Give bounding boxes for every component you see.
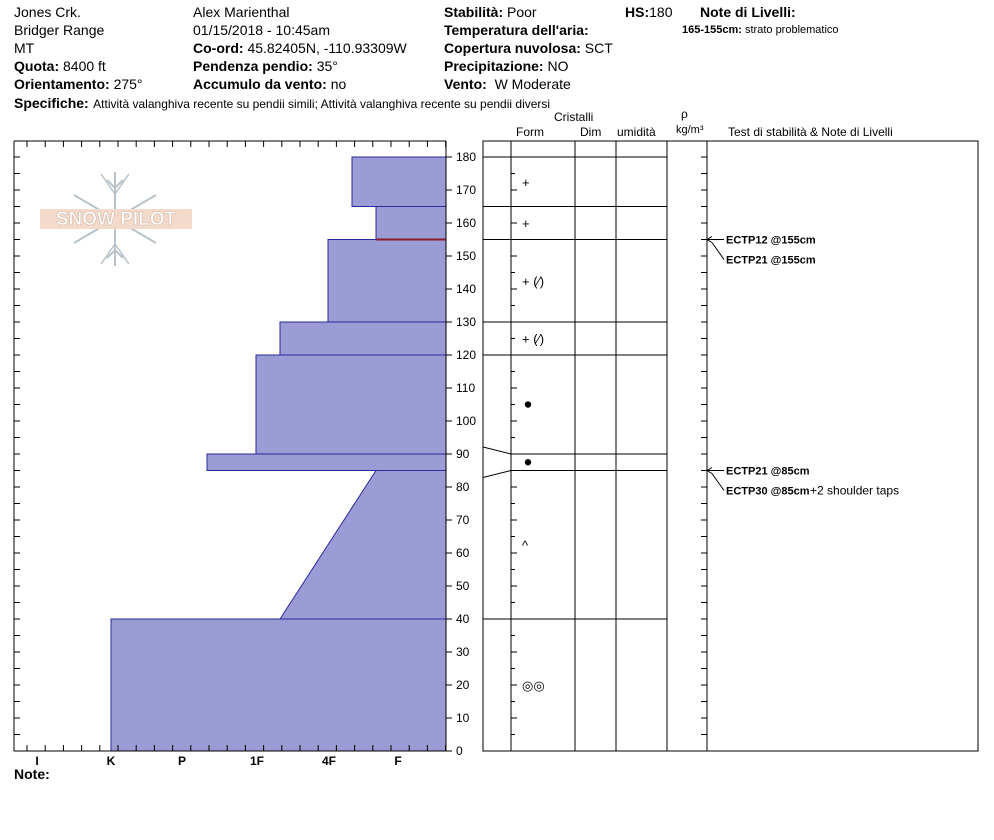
height-tick-label-10: 10 xyxy=(456,711,470,725)
aspect-label: Orientamento: xyxy=(14,76,110,92)
height-tick-label-80: 80 xyxy=(456,480,470,494)
snowpilot-logo xyxy=(40,172,192,266)
grain-form-6: ^ xyxy=(522,537,529,553)
height-tick-label-150: 150 xyxy=(456,249,477,263)
crystals-header: Cristalli xyxy=(554,110,594,124)
form-header: Form xyxy=(516,125,544,139)
precip-value: NO xyxy=(547,58,569,74)
aspect-value: 275° xyxy=(113,76,143,92)
moisture-header: umidità xyxy=(617,125,656,139)
grain-form-5 xyxy=(525,459,531,465)
stability-value: Poor xyxy=(507,4,537,20)
hardness-layer-2 xyxy=(328,240,446,323)
test-result-0-1: ECTP21 @155cm xyxy=(726,254,816,267)
wind-load-value: no xyxy=(330,76,347,92)
height-tick-label-140: 140 xyxy=(456,282,477,296)
note-label: Note: xyxy=(14,766,50,782)
height-tick-label-170: 170 xyxy=(456,183,477,197)
hardness-label-F: F xyxy=(394,754,402,768)
height-tick-label-120: 120 xyxy=(456,348,477,362)
precip-label: Precipitazione: xyxy=(444,58,544,74)
grain-form-2: + (⁄) xyxy=(522,273,545,289)
mountain-range: Bridger Range xyxy=(14,22,105,38)
rho-header: ρ xyxy=(681,107,688,121)
grain-form-4 xyxy=(525,401,531,407)
height-tick-label-40: 40 xyxy=(456,612,470,626)
test-leader-b-0 xyxy=(712,243,724,260)
hardness-label-1F: 1F xyxy=(249,754,265,768)
elevation-label: Quota: xyxy=(14,58,60,74)
height-tick-label-110: 110 xyxy=(456,381,476,395)
density-unit-header: kg/m³ xyxy=(676,124,704,136)
layer-note-text: strato problematico xyxy=(745,24,839,36)
wind-value: W Moderate xyxy=(494,76,571,92)
height-tick-label-20: 20 xyxy=(456,678,470,692)
wind-load-label: Accumulo da vento: xyxy=(193,76,327,92)
profile-table-frame xyxy=(483,141,978,751)
hardness-label-K: K xyxy=(106,754,116,768)
grain-form-0: + xyxy=(522,174,530,190)
layer-boundary-90 xyxy=(483,447,511,454)
slope-label: Pendenza pendio: xyxy=(193,58,313,74)
coord-label: Co-ord: xyxy=(193,40,244,56)
height-tick-label-30: 30 xyxy=(456,645,470,659)
test-result-1-0: ECTP21 @85cm xyxy=(726,465,810,478)
tests-header: Test di stabilità & Note di Livelli xyxy=(728,125,893,139)
height-tick-label-90: 90 xyxy=(456,447,470,461)
height-tick-label-0: 0 xyxy=(456,744,463,758)
grain-form-1: + xyxy=(522,216,530,231)
height-tick-label-160: 160 xyxy=(456,216,477,230)
air-temp-label: Temperatura dell'aria: xyxy=(444,22,589,38)
cloud-label: Copertura nuvolosa: xyxy=(444,40,581,56)
layer-boundary-85 xyxy=(483,471,511,478)
observer: Alex Marienthal xyxy=(193,4,290,20)
elevation-value: 8400 ft xyxy=(63,58,106,74)
hardness-layer-6 xyxy=(280,471,446,620)
hardness-layer-3 xyxy=(280,322,446,355)
specifics-label: Specifiche: xyxy=(14,95,89,111)
wind-label: Vento: xyxy=(444,76,487,92)
height-tick-label-100: 100 xyxy=(456,414,477,428)
height-tick-label-130: 130 xyxy=(456,315,477,329)
layer-notes-label: Note di Livelli: xyxy=(700,4,796,20)
hardness-label-4F: 4F xyxy=(321,754,337,768)
specifics-text: Attività valanghiva recente su pendii simili; Attività valanghiva recente su pendii diversi xyxy=(93,97,551,111)
slope-value: 35° xyxy=(316,58,338,74)
layer-note-range: 165-155cm: xyxy=(682,24,742,36)
grain-form-3: + (⁄) xyxy=(522,331,545,347)
test-result-1-1: ECTP30 @85cm xyxy=(726,485,810,498)
hardness-layer-1 xyxy=(376,207,446,240)
test-leader-b-1 xyxy=(712,474,724,491)
grain-form-7: ◎◎ xyxy=(522,678,545,693)
height-tick-label-180: 180 xyxy=(456,150,477,164)
hardness-label-P: P xyxy=(177,754,187,768)
height-tick-label-70: 70 xyxy=(456,513,470,527)
observation-datetime: 01/15/2018 - 10:45am xyxy=(193,22,330,38)
height-tick-label-60: 60 xyxy=(456,546,470,560)
size-header: Dim xyxy=(580,125,602,139)
logo-text: SNOW PILOT xyxy=(55,209,177,230)
test-result-0-0: ECTP12 @155cm xyxy=(726,234,816,247)
location: Jones Crk. xyxy=(14,4,81,20)
hardness-layer-5 xyxy=(207,454,446,471)
hs-value: 180 xyxy=(649,4,673,20)
height-tick-label-50: 50 xyxy=(456,579,470,593)
hardness-layer-0 xyxy=(352,157,446,207)
test-extra-1: +2 shoulder taps xyxy=(810,483,900,498)
hs-label: HS: xyxy=(625,4,650,20)
hardness-layer-7 xyxy=(111,619,446,751)
hardness-label-I: I xyxy=(35,754,39,768)
cloud-value: SCT xyxy=(584,40,613,56)
stability-label: Stabilità: xyxy=(444,4,504,20)
state: MT xyxy=(14,40,35,56)
coord-value: 45.82405N, -110.93309W xyxy=(247,40,407,56)
hardness-layer-4 xyxy=(256,355,446,454)
